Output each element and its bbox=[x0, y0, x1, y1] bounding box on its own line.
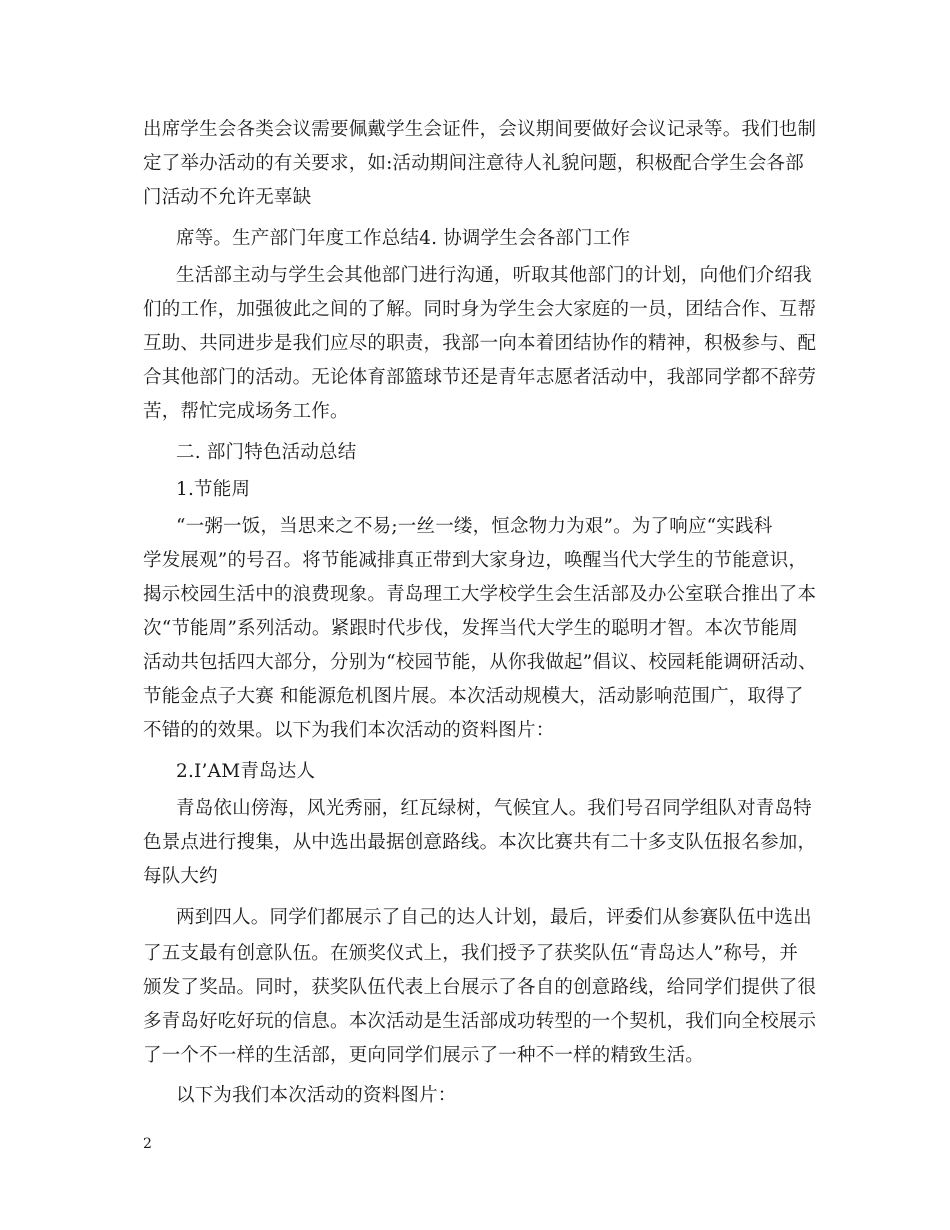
text-line: 不错的的效果。以下为我们本次活动的资料图片： bbox=[143, 720, 555, 741]
text-line: 合其他部门的活动。无论体育部篮球节还是青年志愿者活动中，我部同学都不辞劳 bbox=[143, 367, 817, 388]
text-line: “一粥一饭，当思来之不易;一丝一缕，恒念物力为艰”。为了响应“实践科 bbox=[176, 516, 773, 537]
text-line: 出席学生会各类会议需要佩戴学生会证件，会议期间要做好会议记录等。我们也制 bbox=[143, 119, 817, 140]
page-number: 2 bbox=[143, 1136, 152, 1152]
text-line: 两到四人。同学们都展示了自己的达人计划，最后，评委们从参赛队伍中选出 bbox=[176, 907, 812, 928]
text-line: 们的工作，加强彼此之间的了解。同时身为学生会大家庭的一员，团结合作、互帮 bbox=[143, 299, 817, 320]
text-line: 多青岛好吃好玩的信息。本次活动是生活部成功转型的一个契机，我们向全校展示 bbox=[143, 1011, 817, 1032]
section-heading: 二. 部门特色活动总结 bbox=[176, 442, 357, 463]
text-line: 青岛依山傍海，风光秀丽，红瓦绿树，气候宜人。我们号召同学组队对青岛特 bbox=[176, 798, 812, 819]
text-line: 苦，帮忙完成场务工作。 bbox=[143, 401, 349, 422]
subsection-heading: 1.节能周 bbox=[176, 479, 251, 500]
text-line: 节能金点子大赛 和能源危机图片展。本次活动规模大，活动影响范围广，取得了 bbox=[143, 686, 804, 707]
subsection-heading: 2.I’AM青岛达人 bbox=[176, 761, 316, 782]
text-line: 次“节能周”系列活动。紧跟时代步伐，发挥当代大学生的聪明才智。本次节能周 bbox=[143, 618, 799, 639]
text-line: 学发展观”的号召。将节能减排真正带到大家身边，唤醒当代大学生的节能意识， bbox=[143, 550, 808, 571]
text-line: 活动共包括四大部分，分别为“校园节能，从你我做起”倡议、校园耗能调研活动、 bbox=[143, 652, 817, 673]
text-line: 颁发了奖品。同时，获奖队伍代表上台展示了各自的创意路线，给同学们提供了很 bbox=[143, 977, 817, 998]
text-line: 以下为我们本次活动的资料图片： bbox=[176, 1085, 457, 1106]
text-line: 揭示校园生活中的浪费现象。青岛理工大学校学生会生活部及办公室联合推出了本 bbox=[143, 584, 817, 605]
text-line: 定了举办活动的有关要求，如:活动期间注意待人礼貌问题，积极配合学生会各部 bbox=[143, 153, 804, 174]
text-line: 色景点进行搜集，从中选出最据创意路线。本次比赛共有二十多支队伍报名参加， bbox=[143, 832, 817, 853]
section-heading: 席等。生产部门年度工作总结4. 协调学生会各部门工作 bbox=[176, 228, 631, 249]
text-line: 了一个不一样的生活部，更向同学们展示了一种不一样的精致生活。 bbox=[143, 1045, 705, 1066]
text-line: 生活部主动与学生会其他部门进行沟通，听取其他部门的计划，向他们介绍我 bbox=[176, 265, 812, 286]
text-line: 门活动不允许无辜缺 bbox=[143, 187, 312, 208]
text-line: 了五支最有创意队伍。在颁奖仪式上，我们授予了获奖队伍“青岛达人”称号，并 bbox=[143, 943, 799, 964]
text-line: 互助、共同进步是我们应尽的职责，我部一向本着团结协作的精神，积极参与、配 bbox=[143, 333, 817, 354]
text-line: 每队大约 bbox=[143, 866, 218, 887]
